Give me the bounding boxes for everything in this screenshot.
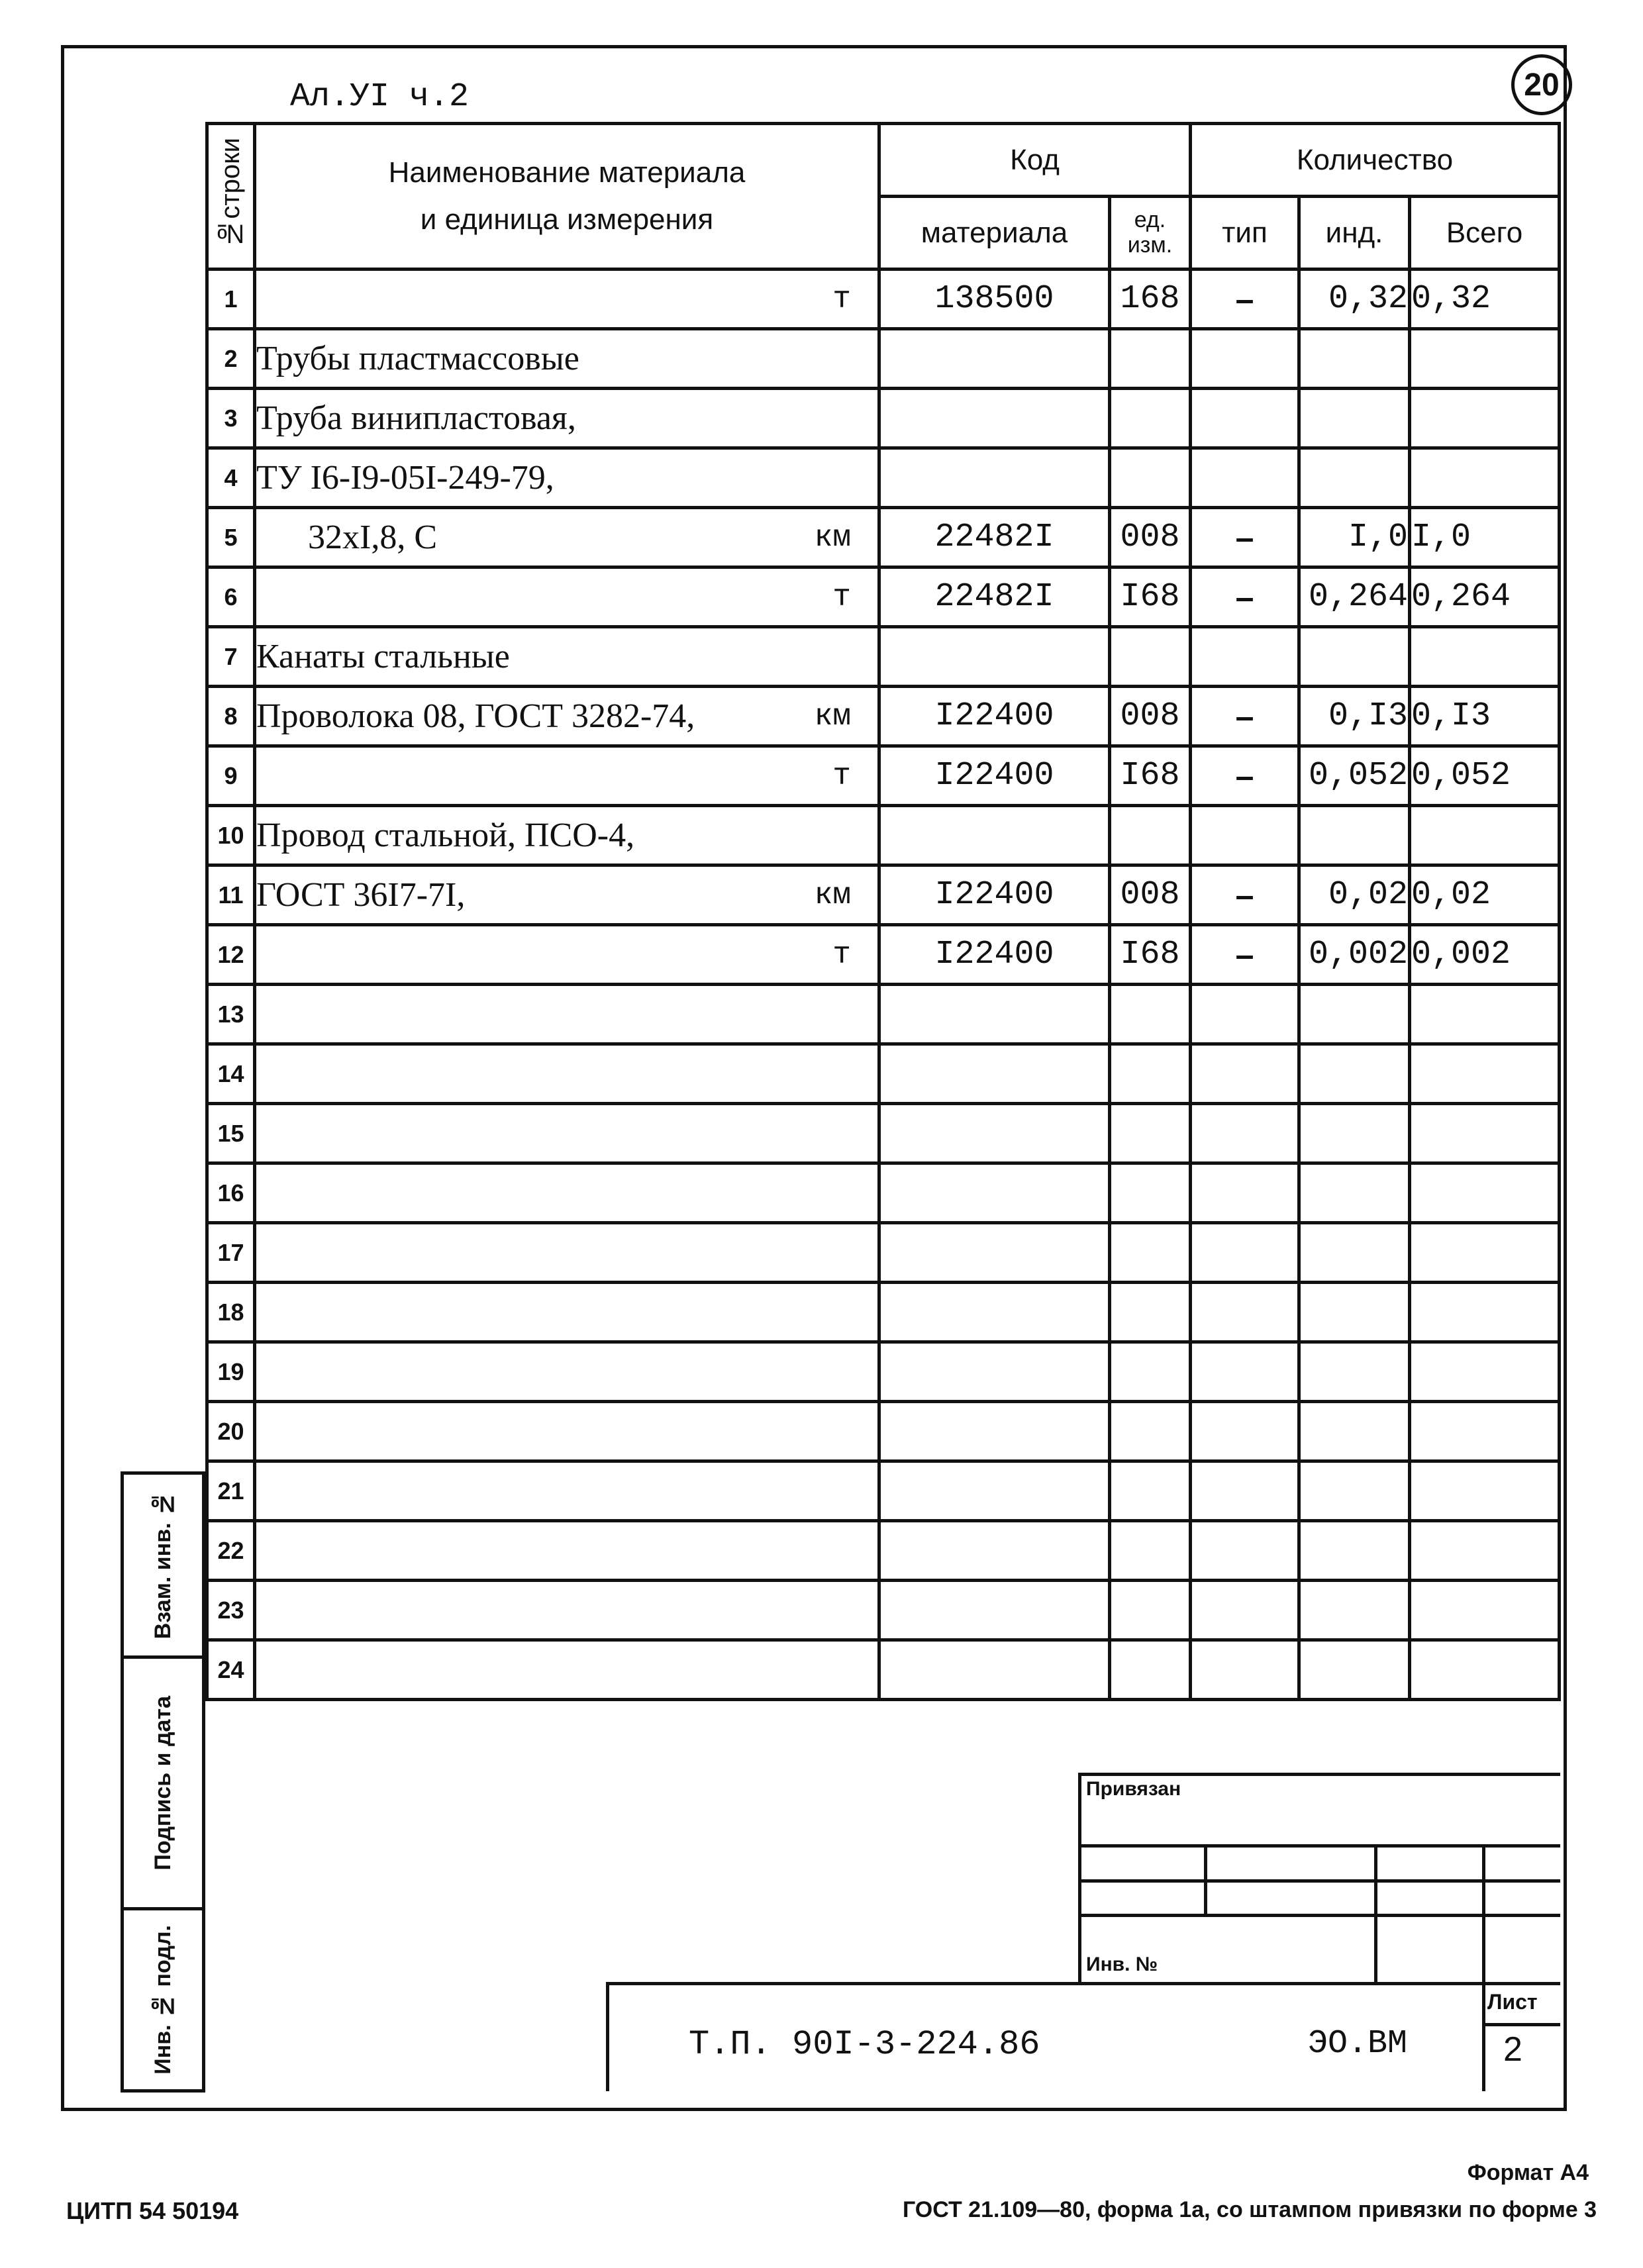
type-qty — [1191, 1521, 1299, 1581]
doc-mark: ЭО.ВМ — [1308, 2025, 1408, 2063]
side-inv-podl-label: Инв. № подл. — [150, 1925, 175, 2075]
total-qty: 0,002 — [1410, 925, 1560, 985]
type-qty: – — [1191, 687, 1299, 746]
rownum-header: №строки — [207, 124, 255, 270]
material-name-cell — [255, 508, 879, 567]
ind-qty — [1299, 389, 1410, 448]
type-qty — [1191, 1581, 1299, 1640]
material-code: 22482I — [879, 567, 1110, 627]
type-qty — [1191, 389, 1299, 448]
total-qty — [1410, 1581, 1560, 1640]
material-code — [879, 1104, 1110, 1163]
format-label: Формат А4 — [1467, 2160, 1589, 2185]
type-qty — [1191, 1104, 1299, 1163]
unit-code: 008 — [1110, 687, 1191, 746]
material-code — [879, 1342, 1110, 1402]
total-qty — [1410, 627, 1560, 687]
row-number: 9 — [207, 746, 255, 806]
ind-qty — [1299, 1402, 1410, 1461]
row-number: 7 — [207, 627, 255, 687]
list-number: 2 — [1503, 2030, 1522, 2069]
ind-qty — [1299, 1521, 1410, 1581]
material-name-cell — [255, 806, 879, 865]
ind-qty — [1299, 1223, 1410, 1283]
type-qty: – — [1191, 865, 1299, 925]
type-qty — [1191, 1402, 1299, 1461]
type-qty: – — [1191, 270, 1299, 329]
ind-qty — [1299, 627, 1410, 687]
table-row — [207, 627, 1560, 687]
table-row — [207, 448, 1560, 508]
privyazan-label: Привязан — [1086, 1778, 1181, 1800]
unit-name: т — [832, 281, 851, 317]
type-qty — [1191, 329, 1299, 389]
ind-qty — [1299, 1104, 1410, 1163]
unit-code — [1110, 1581, 1191, 1640]
row-number: 5 — [207, 508, 255, 567]
total-qty: 0,052 — [1410, 746, 1560, 806]
material-name-cell — [255, 329, 879, 389]
name-header: Наименование материала и единица измерения — [255, 124, 879, 270]
material-name: Трубы пластмассовые — [256, 340, 579, 377]
table-row — [207, 1283, 1560, 1342]
total-qty: 0,32 — [1410, 270, 1560, 329]
type-qty: – — [1191, 746, 1299, 806]
material-name-cell — [255, 1283, 879, 1342]
unit-code — [1110, 1104, 1191, 1163]
ind-qty — [1299, 448, 1410, 508]
type-qty — [1191, 806, 1299, 865]
row-number: 1 — [207, 270, 255, 329]
row-number: 13 — [207, 985, 255, 1044]
side-vzam-inv — [121, 1471, 205, 1659]
type-qty — [1191, 448, 1299, 508]
material-name-cell — [255, 1044, 879, 1104]
type-qty: – — [1191, 925, 1299, 985]
unit-code: I68 — [1110, 925, 1191, 985]
ind-qty — [1299, 1640, 1410, 1700]
doc-code: Т.П. 90I-3-224.86 — [689, 2025, 1040, 2064]
total-qty — [1410, 1640, 1560, 1700]
material-name-cell — [255, 1521, 879, 1581]
table-row — [207, 1521, 1560, 1581]
unit-code — [1110, 1223, 1191, 1283]
table-row — [207, 1223, 1560, 1283]
code-group-header: Код — [879, 124, 1191, 197]
qty-group-header: Количество — [1191, 124, 1560, 197]
type-qty — [1191, 1342, 1299, 1402]
material-name: Проволока 08, ГОСТ 3282-74, — [256, 697, 695, 735]
material-name-cell — [255, 1640, 879, 1700]
material-code: I22400 — [879, 746, 1110, 806]
table-row — [207, 1044, 1560, 1104]
row-number: 16 — [207, 1163, 255, 1223]
table-row — [207, 1640, 1560, 1700]
table-row — [207, 1402, 1560, 1461]
unit-code — [1110, 1163, 1191, 1223]
type-qty — [1191, 1461, 1299, 1521]
unit-code — [1110, 329, 1191, 389]
table-row — [207, 1104, 1560, 1163]
material-code — [879, 1283, 1110, 1342]
unit-code — [1110, 1342, 1191, 1402]
material-code — [879, 806, 1110, 865]
material-name: Труба винипластовая, — [256, 399, 576, 437]
material-name-cell — [255, 1461, 879, 1521]
type-qty — [1191, 1163, 1299, 1223]
type-qty: – — [1191, 508, 1299, 567]
unit-code: 168 — [1110, 270, 1191, 329]
material-code — [879, 1044, 1110, 1104]
material-name-cell — [255, 627, 879, 687]
ind-qty: 0,I3 — [1299, 687, 1410, 746]
ind-qty — [1299, 1283, 1410, 1342]
material-name-cell — [255, 1104, 879, 1163]
row-number: 17 — [207, 1223, 255, 1283]
total-qty — [1410, 389, 1560, 448]
material-name-cell — [255, 567, 879, 627]
type-qty — [1191, 1640, 1299, 1700]
row-number: 4 — [207, 448, 255, 508]
total-qty — [1410, 1104, 1560, 1163]
material-name-cell — [255, 865, 879, 925]
material-name: Канаты стальные — [256, 638, 510, 675]
total-qty — [1410, 448, 1560, 508]
material-name-cell — [255, 925, 879, 985]
total-qty — [1410, 1163, 1560, 1223]
row-number: 18 — [207, 1283, 255, 1342]
row-number: 3 — [207, 389, 255, 448]
ind-qty — [1299, 1461, 1410, 1521]
row-number: 6 — [207, 567, 255, 627]
material-code — [879, 1521, 1110, 1581]
material-name-cell — [255, 1581, 879, 1640]
table-row — [207, 1163, 1560, 1223]
material-code: I22400 — [879, 865, 1110, 925]
material-code: 138500 — [879, 270, 1110, 329]
ind-qty: 0,002 — [1299, 925, 1410, 985]
side-podpis-label: Подпись и дата — [150, 1695, 175, 1871]
row-number: 12 — [207, 925, 255, 985]
table-row — [207, 1342, 1560, 1402]
unit-header: ед. изм. — [1110, 197, 1191, 270]
table-row — [207, 985, 1560, 1044]
row-number: 14 — [207, 1044, 255, 1104]
total-qty — [1410, 1461, 1560, 1521]
type-qty — [1191, 627, 1299, 687]
unit-code: 008 — [1110, 865, 1191, 925]
ind-qty — [1299, 1044, 1410, 1104]
unit-name: км — [814, 877, 851, 912]
table-row — [207, 389, 1560, 448]
material-name-cell — [255, 270, 879, 329]
material-code — [879, 389, 1110, 448]
row-number: 8 — [207, 687, 255, 746]
ind-header: инд. — [1299, 197, 1410, 270]
unit-code — [1110, 448, 1191, 508]
material-name-cell — [255, 746, 879, 806]
material-code — [879, 1223, 1110, 1283]
material-code — [879, 1402, 1110, 1461]
table-row — [207, 1581, 1560, 1640]
row-number: 20 — [207, 1402, 255, 1461]
unit-code — [1110, 1461, 1191, 1521]
unit-code — [1110, 1521, 1191, 1581]
total-header: Всего — [1410, 197, 1560, 270]
total-qty — [1410, 1044, 1560, 1104]
material-code-header: материала — [879, 197, 1110, 270]
ind-qty: 0,052 — [1299, 746, 1410, 806]
unit-code — [1110, 1044, 1191, 1104]
side-vzam-label: Взам. инв. № — [150, 1491, 175, 1640]
table-row — [207, 746, 1560, 806]
type-qty — [1191, 1283, 1299, 1342]
table-row — [207, 567, 1560, 627]
row-number: 15 — [207, 1104, 255, 1163]
total-qty: 0,I3 — [1410, 687, 1560, 746]
inv-no-label: Инв. № — [1086, 1953, 1158, 1975]
material-code — [879, 985, 1110, 1044]
type-qty: – — [1191, 567, 1299, 627]
total-qty: 0,02 — [1410, 865, 1560, 925]
row-number: 24 — [207, 1640, 255, 1700]
row-number: 2 — [207, 329, 255, 389]
type-qty — [1191, 1044, 1299, 1104]
row-number: 23 — [207, 1581, 255, 1640]
type-qty — [1191, 1223, 1299, 1283]
type-qty — [1191, 985, 1299, 1044]
unit-code — [1110, 627, 1191, 687]
table-row — [207, 1461, 1560, 1521]
material-name-cell — [255, 448, 879, 508]
table-row — [207, 270, 1560, 329]
footer-left: ЦИТП 54 50194 — [66, 2197, 239, 2224]
side-podpis — [121, 1655, 205, 1910]
table-row — [207, 925, 1560, 985]
row-number: 10 — [207, 806, 255, 865]
material-code — [879, 329, 1110, 389]
unit-name: км — [814, 699, 851, 734]
row-number: 19 — [207, 1342, 255, 1402]
row-number: 22 — [207, 1521, 255, 1581]
material-name-cell — [255, 687, 879, 746]
unit-code: I68 — [1110, 746, 1191, 806]
material-name-cell — [255, 1163, 879, 1223]
row-number: 11 — [207, 865, 255, 925]
unit-code: 008 — [1110, 508, 1191, 567]
total-qty: 0,264 — [1410, 567, 1560, 627]
material-code: I22400 — [879, 687, 1110, 746]
total-qty — [1410, 985, 1560, 1044]
material-name-cell — [255, 1223, 879, 1283]
total-qty — [1410, 806, 1560, 865]
material-name: Провод стальной, ПСО-4, — [256, 816, 635, 854]
materials-table — [205, 122, 1561, 1701]
unit-name: км — [814, 520, 851, 555]
ind-qty: I,0 — [1299, 508, 1410, 567]
total-qty — [1410, 1342, 1560, 1402]
unit-code: I68 — [1110, 567, 1191, 627]
row-number: 21 — [207, 1461, 255, 1521]
material-name-cell — [255, 985, 879, 1044]
total-qty — [1410, 1283, 1560, 1342]
ind-qty — [1299, 1342, 1410, 1402]
total-qty — [1410, 1223, 1560, 1283]
material-name: ГОСТ 36I7-7I, — [256, 876, 466, 914]
material-name: ТУ I6-I9-05I-249-79, — [256, 459, 554, 497]
unit-code — [1110, 1640, 1191, 1700]
ind-qty: 0,32 — [1299, 270, 1410, 329]
ind-qty — [1299, 985, 1410, 1044]
table-row — [207, 329, 1560, 389]
unit-code — [1110, 389, 1191, 448]
ind-qty — [1299, 329, 1410, 389]
unit-code — [1110, 806, 1191, 865]
ind-qty: 0,264 — [1299, 567, 1410, 627]
material-code — [879, 1581, 1110, 1640]
list-label: Лист — [1487, 1990, 1538, 2014]
material-code: I22400 — [879, 925, 1110, 985]
material-code — [879, 1163, 1110, 1223]
type-header: тип — [1191, 197, 1299, 270]
side-inv-podl — [121, 1907, 205, 2093]
material-code — [879, 627, 1110, 687]
table-row — [207, 687, 1560, 746]
material-name-cell — [255, 1342, 879, 1402]
ind-qty — [1299, 806, 1410, 865]
unit-name: т — [832, 758, 851, 793]
material-name: 32xI,8, С — [256, 518, 437, 556]
unit-name: т — [832, 937, 851, 972]
material-code: 22482I — [879, 508, 1110, 567]
table-row — [207, 508, 1560, 567]
ind-qty — [1299, 1581, 1410, 1640]
material-name-cell — [255, 1402, 879, 1461]
album-label: Ал.УI ч.2 — [290, 78, 470, 116]
material-name-cell — [255, 389, 879, 448]
table-row — [207, 865, 1560, 925]
unit-code — [1110, 1402, 1191, 1461]
unit-name: т — [832, 579, 851, 615]
material-code — [879, 1640, 1110, 1700]
footer-right: ГОСТ 21.109—80, форма 1а, со штампом привязки по форме 3 — [902, 2197, 1597, 2222]
sheet-badge: 20 — [1511, 54, 1572, 115]
material-code — [879, 1461, 1110, 1521]
total-qty — [1410, 1521, 1560, 1581]
unit-code — [1110, 1283, 1191, 1342]
ind-qty: 0,02 — [1299, 865, 1410, 925]
table-row — [207, 806, 1560, 865]
ind-qty — [1299, 1163, 1410, 1223]
material-code — [879, 448, 1110, 508]
total-qty: I,0 — [1410, 508, 1560, 567]
unit-code — [1110, 985, 1191, 1044]
total-qty — [1410, 1402, 1560, 1461]
total-qty — [1410, 329, 1560, 389]
